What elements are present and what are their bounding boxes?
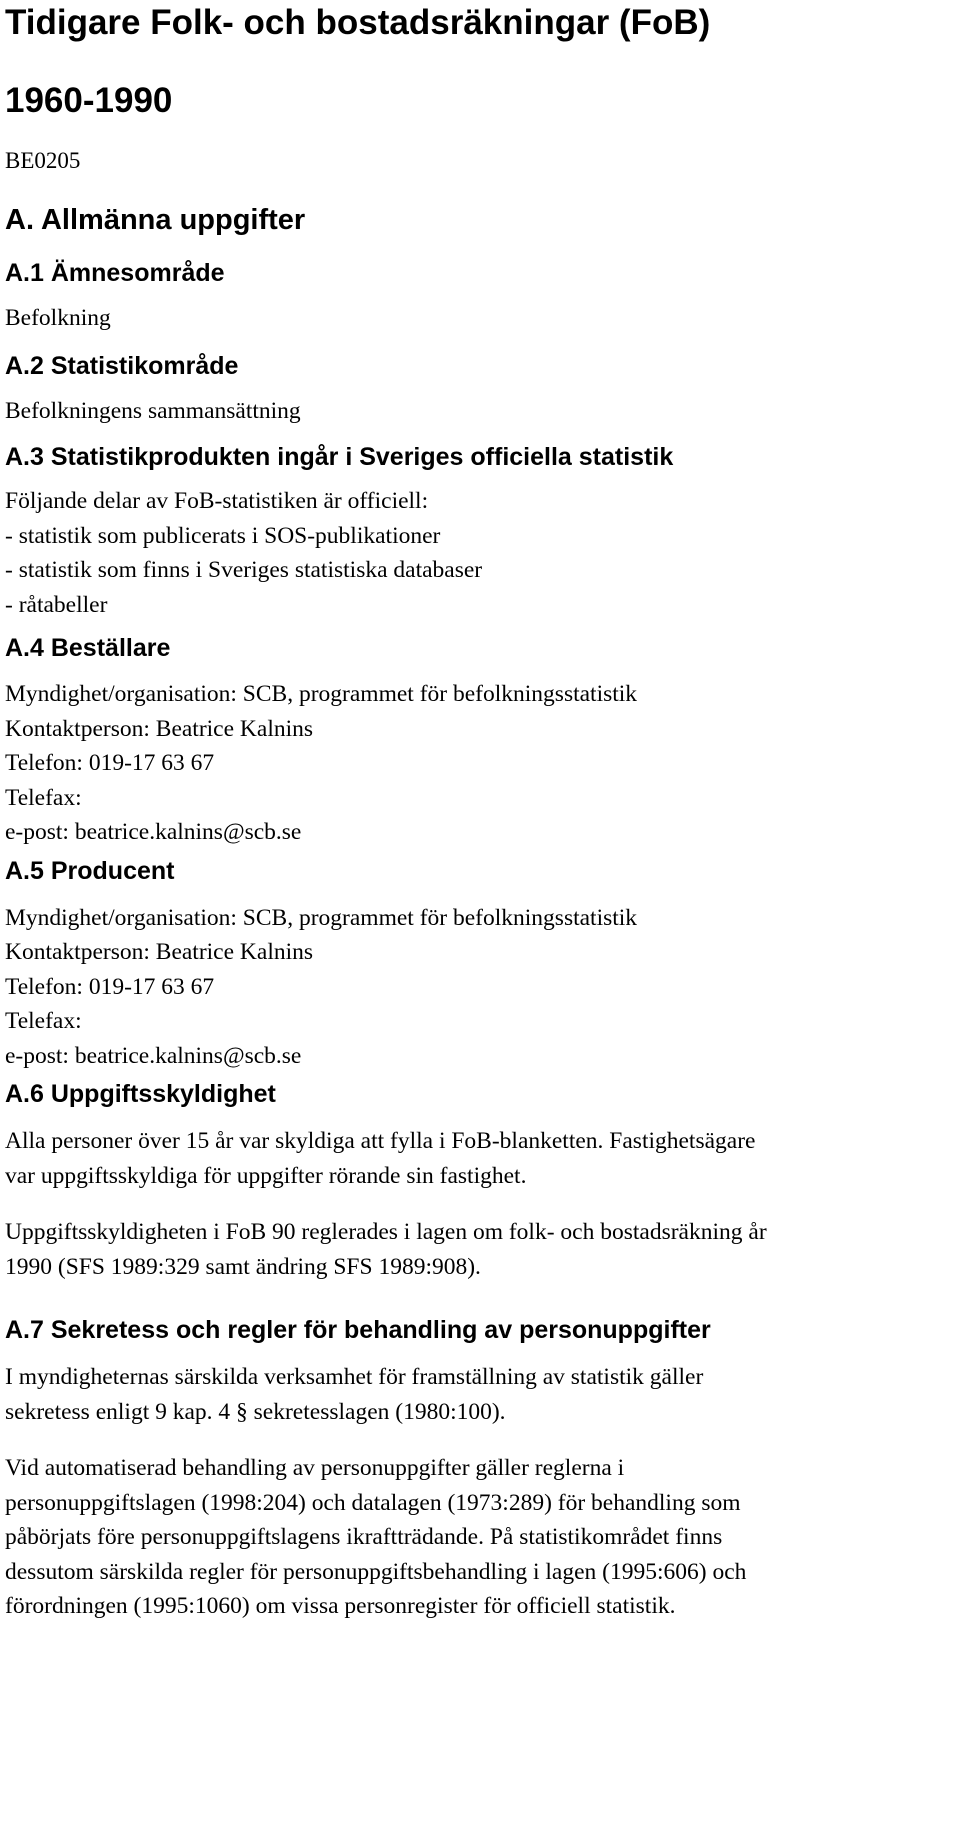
a7-heading: A.7 Sekretess och regler för behandling av personuppgifter: [5, 1316, 711, 1344]
a3-line: Följande delar av FoB-statistiken är officiell:: [5, 488, 429, 514]
a5-line: Telefax:: [5, 1008, 82, 1034]
a7-paragraph-2: [5, 1451, 955, 1624]
a5-body: [5, 901, 955, 1074]
a3-line: - råtabeller: [5, 591, 108, 618]
a5-line: Kontaktperson: Beatrice Kalnins: [5, 939, 314, 965]
a6-heading: A.6 Uppgiftsskyldighet: [5, 1080, 276, 1108]
a7-p2-line: personuppgiftslagen (1998:204) och datalagen (1973:289) för behandling som: [5, 1489, 741, 1516]
title-line-1: Tidigare Folk- och bostadsräkningar (FoB): [5, 3, 711, 42]
a4-body: [5, 677, 955, 850]
a5-line: Telefon: 019-17 63 67: [5, 973, 215, 1000]
a3-line: - statistik som finns i Sveriges statistiska databaser: [5, 557, 483, 583]
document-title: [5, 0, 955, 126]
document-page: [5, 0, 955, 1624]
a5-heading: A.5 Producent: [5, 856, 175, 885]
a7-p2-line: dessutom särskilda regler för personuppgiftsbehandling i lagen (1995:606) och: [5, 1558, 747, 1585]
a4-line: Kontaktperson: Beatrice Kalnins: [5, 715, 314, 742]
a6-p1-line: var uppgiftsskyldiga för uppgifter rörande sin fastighet.: [5, 1162, 527, 1189]
a5-line: e-post: beatrice.kalnins@scb.se: [5, 1042, 302, 1069]
a7-p1-line: sekretess enligt 9 kap. 4 § sekretesslagen (1980:100).: [5, 1398, 506, 1425]
a5-line: Myndighet/organisation: SCB, programmet för befolkningsstatistik: [5, 904, 638, 931]
product-code: BE0205: [5, 148, 81, 173]
a6-paragraph-2: [5, 1215, 955, 1284]
a7-p1-line: I myndigheternas särskilda verksamhet för framställning av statistik gäller: [5, 1364, 704, 1390]
a4-line: Telefon: 019-17 63 67: [5, 750, 215, 776]
title-line-2: 1960-1990: [5, 81, 173, 120]
a4-heading: A.4 Beställare: [5, 634, 171, 662]
a3-line: - statistik som publicerats i SOS-publikationer: [5, 522, 441, 549]
a7-p2-line: förordningen (1995:1060) om vissa personregister för officiell statistik.: [5, 1593, 676, 1619]
a6-p2-line: Uppgiftsskyldigheten i FoB 90 reglerades i lagen om folk- och bostadsräkning år: [5, 1219, 767, 1245]
a4-line: Myndighet/organisation: SCB, programmet för befolkningsstatistik: [5, 681, 638, 707]
a7-p2-line: påbörjats före personuppgiftslagens ikraftträdande. På statistikområdet finns: [5, 1524, 723, 1550]
a7-paragraph-1: [5, 1360, 955, 1429]
a6-paragraph-1: [5, 1124, 955, 1193]
a2-heading: A.2 Statistikområde: [5, 351, 239, 380]
a4-line: e-post: beatrice.kalnins@scb.se: [5, 819, 302, 845]
a4-line: Telefax:: [5, 784, 82, 811]
a6-p1-line: Alla personer över 15 år var skyldiga att fylla i FoB-blanketten. Fastighetsägare: [5, 1128, 756, 1154]
a7-p2-line: Vid automatiserad behandling av personuppgifter gäller reglerna i: [5, 1455, 625, 1481]
section-a-heading: A. Allmänna uppgifter: [5, 204, 306, 236]
a1-text: Befolkning: [5, 305, 111, 331]
a3-heading: A.3 Statistikprodukten ingår i Sveriges officiella statistik: [5, 443, 674, 471]
a1-heading: A.1 Ämnesområde: [5, 259, 225, 287]
a6-p2-line: 1990 (SFS 1989:329 samt ändring SFS 1989:908).: [5, 1253, 481, 1280]
a2-text: Befolkningens sammansättning: [5, 397, 301, 424]
a3-body: [5, 484, 955, 622]
